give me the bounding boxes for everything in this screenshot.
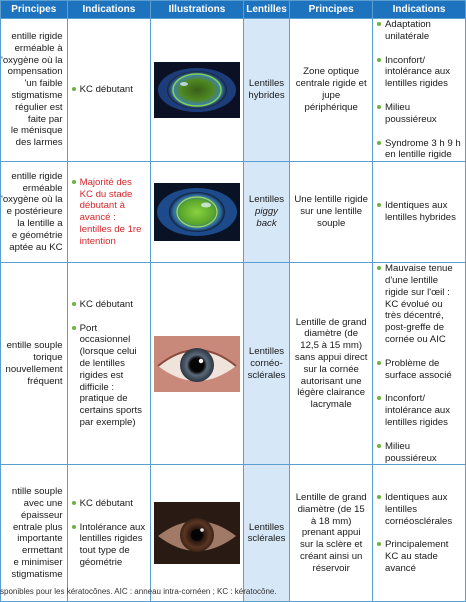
eye-corneoscleral-lens-image: [154, 336, 240, 392]
text-line: aptée au KC: [9, 241, 63, 253]
text-line: stigmatisme: [11, 90, 63, 102]
text-line: erméable à: [14, 42, 63, 54]
lens-name: cornéo-: [250, 357, 283, 369]
list-item: Milieu poussiéreux: [377, 102, 461, 126]
list-item: KC débutant: [72, 299, 147, 311]
bullet-icon: [72, 525, 76, 529]
bullet-icon: [377, 266, 381, 270]
header-principes-right: Principes: [290, 1, 373, 19]
indications-list: [72, 177, 147, 248]
bullet-icon: [72, 87, 76, 91]
lens-name: Lentilles: [248, 521, 285, 533]
indications-left-cell: [67, 19, 151, 162]
indications-list: [72, 299, 147, 429]
list-item: Adaptation unilatérale: [377, 19, 461, 43]
bullet-icon: [377, 22, 381, 26]
header-illustrations: Illustrations: [151, 1, 243, 19]
text-line: le ménisque: [10, 125, 63, 137]
lens-name: sclérales: [247, 369, 286, 381]
lens-name: Lentilles: [248, 194, 285, 206]
illustration-cell: [151, 263, 243, 465]
bullet-icon: [377, 141, 381, 145]
table-header-row: [1, 1, 466, 19]
principle-left-cell: [1, 465, 68, 602]
bullet-icon: [377, 495, 381, 499]
list-item: Syndrome 3 h 9 h en lentille rigide: [377, 138, 461, 162]
text-line: fréquent: [27, 375, 63, 387]
list-item: KC débutant: [72, 498, 147, 510]
bullet-icon: [377, 361, 381, 365]
bullet-icon: [377, 105, 381, 109]
text-line: erméable: [22, 182, 63, 194]
indications-left-cell: [67, 465, 151, 602]
indications-list: [377, 200, 461, 224]
list-item: Port occasionnel (lorsque celui de lentilles rigides est difficile : pratique de certains sports par exemple): [72, 323, 147, 429]
table-row: [1, 263, 466, 465]
indications-list: [377, 19, 461, 161]
table-row: [1, 465, 466, 602]
text-line: entille rigide: [11, 170, 63, 182]
header-indications-left: Indications: [67, 1, 151, 19]
list-item: Problème de surface associé: [377, 358, 461, 382]
text-line: régulier est: [15, 101, 63, 113]
header-principes-left: Principes: [1, 1, 68, 19]
list-item: KC débutant: [72, 84, 147, 96]
text-line: des larmes: [15, 137, 63, 149]
text-line: torique: [33, 351, 63, 363]
principle-left-cell: [1, 162, 68, 263]
bullet-icon: [377, 542, 381, 546]
bullet-icon: [377, 58, 381, 62]
illustration-cell: [151, 19, 243, 162]
text-line: entille souple: [6, 340, 63, 352]
list-item: Inconfort/ intolérance aux lentilles rigides: [377, 55, 461, 90]
bullet-icon: [72, 180, 76, 184]
principle-right-cell: Lentille de grand diamètre (de 15 à 18 mm) prenant appui sur la sclère et créant ainsi un réservoir: [290, 465, 373, 602]
text-line: faite par: [27, 113, 63, 125]
lens-name: hybrides: [248, 90, 285, 102]
footnote: sponibles pour les kératocônes. AIC : anneau intra-cornéen ; KC : kératocône.: [0, 587, 277, 596]
lens-name: Lentilles: [248, 78, 285, 90]
text-line: entille rigide: [11, 31, 63, 43]
lens-type-cell: [243, 263, 290, 465]
indications-list: [377, 492, 461, 575]
principle-right-cell: Une lentille rigide sur une lentille souple: [290, 162, 373, 263]
table-row: [1, 162, 466, 263]
text-line: ntille souple: [11, 486, 63, 498]
indications-right-cell: [373, 465, 466, 602]
text-line: entrale plus: [12, 521, 63, 533]
indications-left-cell: [67, 162, 151, 263]
indications-right-cell: [373, 162, 466, 263]
list-item: Identiques aux lentilles cornéosclérales: [377, 492, 461, 527]
list-item: Principalement KC au stade avancé: [377, 539, 461, 574]
principle-left-cell: [1, 263, 68, 465]
indications-right-cell: [373, 263, 466, 465]
lens-type-cell: [243, 162, 290, 263]
lens-name: back: [256, 218, 277, 230]
text-line: nouvellement: [5, 363, 63, 375]
text-line: 'un faible: [24, 78, 63, 90]
text-line: avec une: [23, 497, 63, 509]
indications-left-cell: [67, 263, 151, 465]
illustration-cell: [151, 162, 243, 263]
bullet-icon: [377, 396, 381, 400]
bullet-icon: [377, 444, 381, 448]
list-item: Milieu poussiéreux: [377, 441, 461, 465]
text-line: e géométrie: [11, 229, 63, 241]
list-item: Majorité des KC du stade débutant à avancé : lentilles de 1re intention: [72, 177, 147, 248]
text-line: e minimiser: [13, 556, 63, 568]
text-line: 'oxygène où la: [1, 194, 63, 206]
text-line: e postérieure: [6, 206, 63, 218]
principle-left-cell: [1, 19, 68, 162]
lens-name: sclérales: [247, 533, 286, 545]
list-item: Mauvaise tenue d'une lentille rigide sur l'œil : KC évolué ou très décentré, post-greffe de cornée ou AIC: [377, 263, 461, 346]
lens-name: Lentilles: [248, 346, 285, 358]
header-lentilles: Lentilles: [243, 1, 290, 19]
lens-type-cell: [243, 465, 290, 602]
principle-right-cell: Zone optique centrale rigide et jupe périphérique: [290, 19, 373, 162]
eye-piggyback-lens-image: [154, 183, 240, 241]
eye-scleral-lens-image: [154, 502, 240, 564]
eye-hybrid-lens-image: [154, 62, 240, 118]
text-line: la lentille a: [17, 218, 63, 230]
table-row: [1, 19, 466, 162]
text-line: épaisseur: [20, 509, 63, 521]
text-line: stigmatisme: [11, 568, 63, 580]
bullet-icon: [72, 326, 76, 330]
indications-list: [72, 84, 147, 96]
text-line: importante: [17, 533, 63, 545]
text-line: 'oxygène où la: [1, 54, 63, 66]
list-item: Inconfort/ intolérance aux lentilles rigides: [377, 393, 461, 428]
principle-right-cell: Lentille de grand diamètre (de 12,5 à 15 mm) sans appui direct sur la cornée autorisant une légère clairance lacrymale: [290, 263, 373, 465]
indications-list: [72, 498, 147, 569]
lens-type-cell: [243, 19, 290, 162]
list-item: Identiques aux lentilles hybrides: [377, 200, 461, 224]
illustration-cell: [151, 465, 243, 602]
indications-right-cell: [373, 19, 466, 162]
bullet-icon: [377, 203, 381, 207]
bullet-icon: [72, 302, 76, 306]
text-line: ompensation: [7, 66, 63, 78]
indications-list: [377, 263, 461, 464]
header-indications-right: Indications: [373, 1, 466, 19]
list-item: Intolérance aux lentilles rigides tout type de géométrie: [72, 522, 147, 569]
lens-name: piggy: [255, 206, 278, 218]
bullet-icon: [72, 501, 76, 505]
text-line: ermettant: [22, 545, 63, 557]
